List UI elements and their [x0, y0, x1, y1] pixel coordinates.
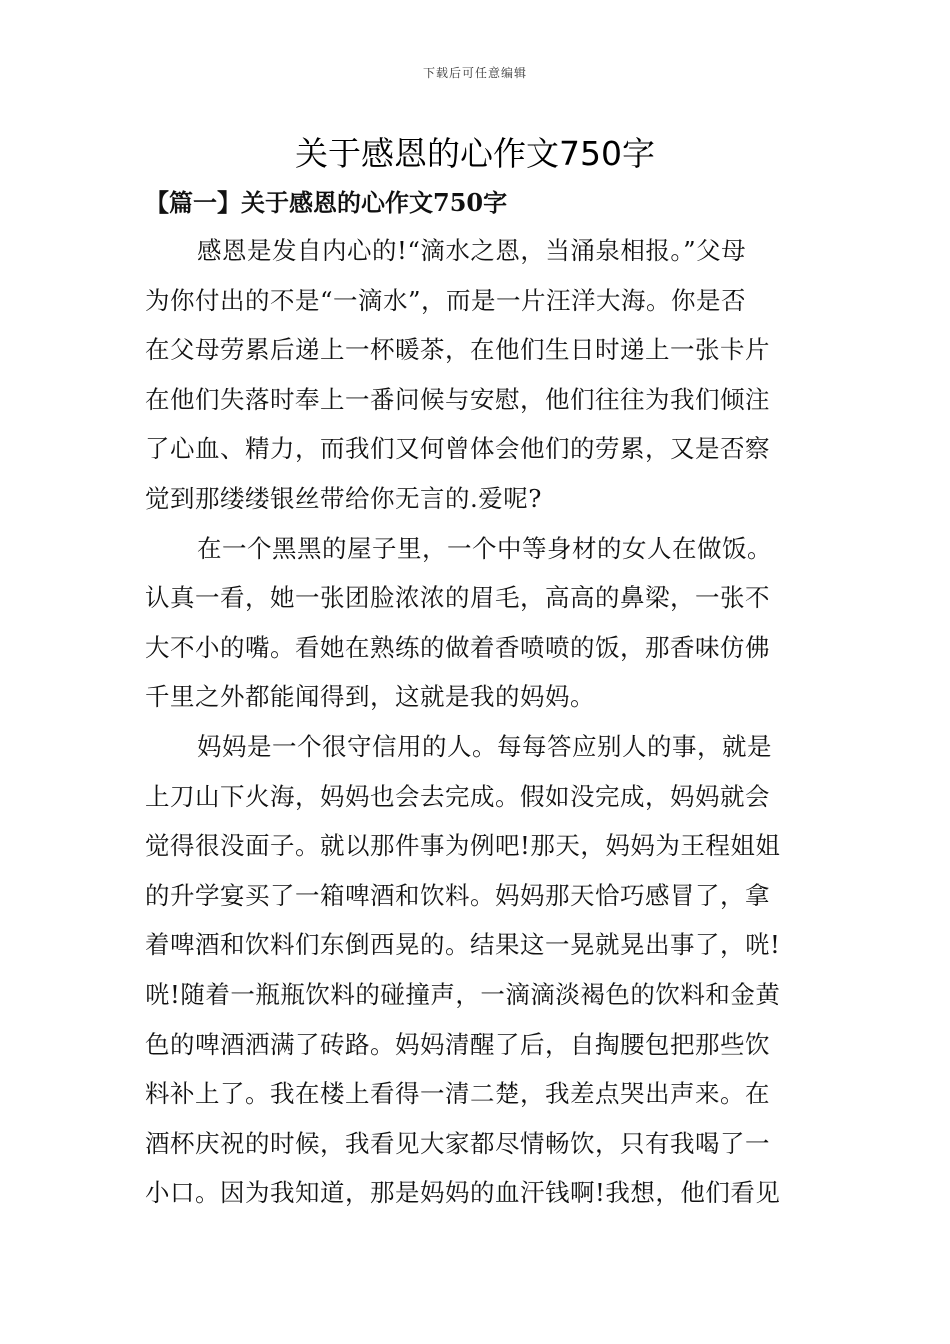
text-line: 着啤酒和饮料们东倒西晃的。结果这一晃就晃出事了，咣!: [145, 930, 781, 960]
text-line: 小口。因为我知道，那是妈妈的血汗钱啊!我想，他们看见: [145, 1178, 781, 1208]
text-line: 认真一看，她一张团脸浓浓的眉毛，高高的鼻梁，一张不: [145, 583, 770, 613]
text-line: 为你付出的不是“一滴水”，而是一片汪洋大海。你是否: [145, 285, 747, 315]
text-line: 的升学宴买了一箱啤酒和饮料。妈妈那天恰巧感冒了，拿: [145, 880, 770, 910]
text-line: 咣!随着一瓶瓶饮料的碰撞声，一滴滴淡褐色的饮料和金黄: [145, 979, 781, 1009]
text-line: 觉得很没面子。就以那件事为例吧!那天，妈妈为王程姐姐: [145, 831, 781, 861]
text-line: 大不小的嘴。看她在熟练的做着香喷喷的饭，那香味仿佛: [145, 632, 770, 662]
text-line: 了心血、精力，而我们又何曾体会他们的劳累，又是否察: [145, 434, 770, 464]
body-text: [145, 226, 807, 1218]
text-line: 色的啤酒洒满了砖路。妈妈清醒了后，自掏腰包把那些饮: [145, 1029, 770, 1059]
document-title: 关于感恩的心作文750字: [295, 134, 655, 173]
text-line: 感恩是发自内心的!“滴水之恩，当涌泉相报。”父母: [197, 236, 747, 265]
text-line: 千里之外都能闻得到，这就是我的妈妈。: [145, 682, 595, 712]
text-line: 在一个黑黑的屋子里，一个中等身材的女人在做饭。: [197, 533, 772, 563]
header-note: 下载后可任意编辑: [422, 66, 527, 80]
text-line: 上刀山下火海，妈妈也会去完成。假如没完成，妈妈就会: [145, 781, 770, 811]
text-line: 在父母劳累后递上一杯暖茶，在他们生日时递上一张卡片: [145, 335, 770, 365]
text-line: 料补上了。我在楼上看得一清二楚，我差点哭出声来。在: [145, 1079, 770, 1109]
text-line: 在他们失落时奉上一番问候与安慰，他们往往为我们倾注: [145, 384, 770, 414]
text-line: 酒杯庆祝的时候，我看见大家都尽情畅饮，只有我喝了一: [145, 1128, 770, 1158]
section-heading: 【篇一】关于感恩的心作文750字: [145, 188, 508, 217]
text-line: 觉到那缕缕银丝带给你无言的.爱呢?: [145, 483, 542, 513]
text-line: 妈妈是一个很守信用的人。每每答应别人的事，就是: [197, 731, 772, 761]
